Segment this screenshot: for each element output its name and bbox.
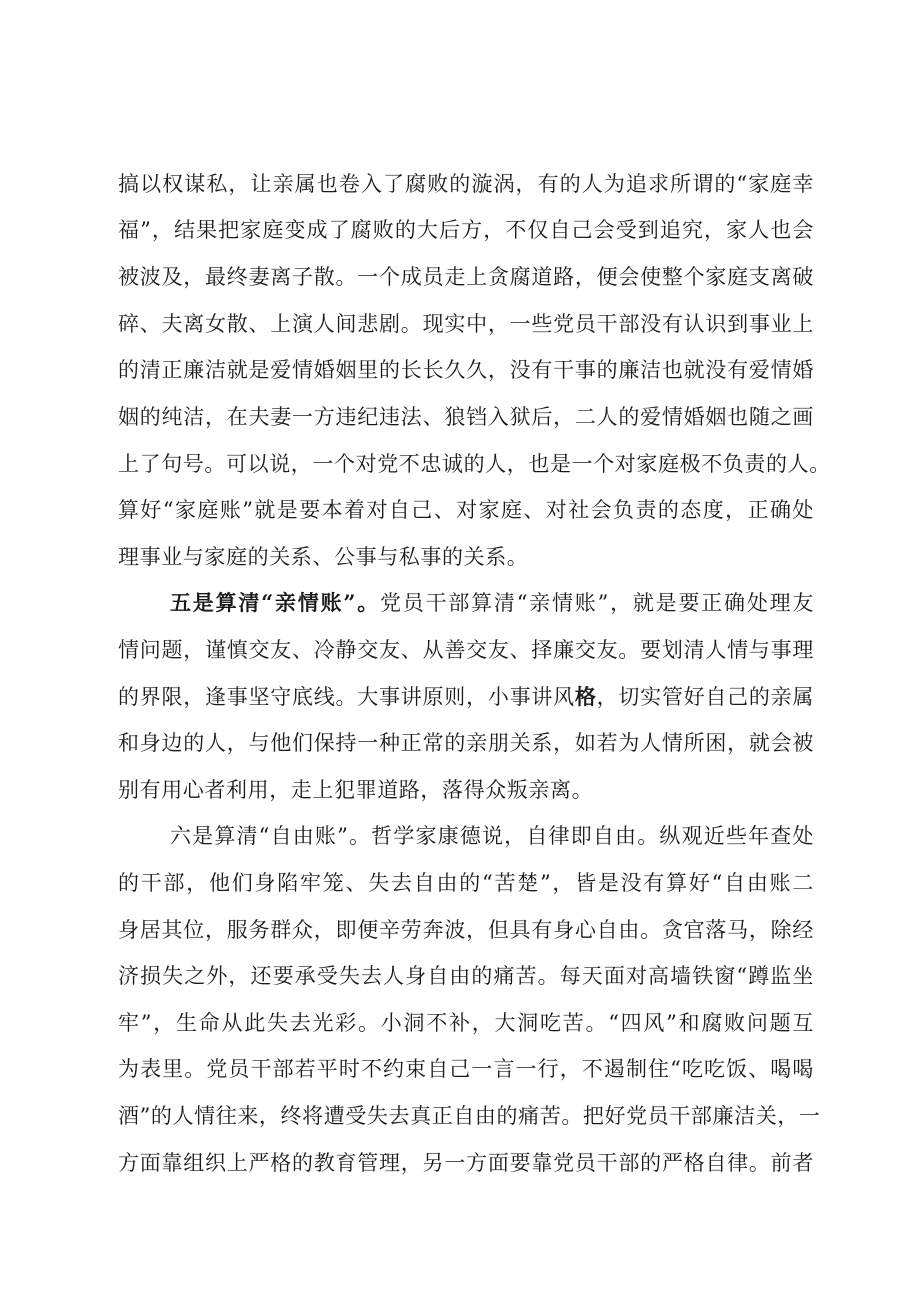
text-line: 碎、夫离女散、上演人间悲剧。现实中，一些党员干部没有认识到事业上: [118, 312, 814, 336]
text-line: [170, 583, 814, 623]
text-line: 六是算清“自由账”。哲学家康德说，自律即自由。纵观近些年查处: [170, 824, 814, 848]
text-line: 的干部，他们身陷牢笼、失去自由的“苦楚”，皆是没有算好“自由账二: [118, 871, 814, 895]
text-line: 方面靠组织上严格的教育管理，另一方面要靠党员干部的严格自律。前者: [118, 1151, 814, 1175]
text-line: 和身边的人，与他们保持一种正常的亲朋关系，如若为人情所困，就会被: [118, 731, 814, 755]
text-line: 姻的纯洁，在夫妻一方违纪违法、狼铛入狱后，二人的爱情婚姻也随之画: [118, 405, 814, 429]
text-line: [118, 677, 814, 717]
text-line: 为表里。党员干部若平时不约束自己一言一行，不遏制住“吃吃饭、喝喝: [118, 1057, 814, 1081]
text-span: 的界限，逢事坚守底线。大事讲原则，小事讲风: [118, 685, 575, 709]
text-line: 被波及，最终妻离子散。一个成员走上贪腐道路，便会使整个家庭支离破: [118, 265, 814, 289]
text-line: 理事业与家庭的关系、公事与私事的关系。: [118, 545, 529, 569]
bold-character: 格: [574, 684, 597, 709]
text-line: 情问题，谨慎交友、冷静交友、从善交友、择廉交友。要划清人情与事理: [118, 638, 814, 662]
text-span: ，切实管好自己的亲属: [596, 685, 814, 709]
text-line: 的清正廉洁就是爱情婚姻里的长长久久，没有干事的廉洁也就没有爱情婚: [118, 358, 814, 382]
text-line: 搞以权谋私，让亲属也卷入了腐败的漩涡，有的人为追求所谓的“家庭幸: [118, 172, 814, 196]
text-span: 党员干部算清“亲情账”，就是要正确处理友: [380, 591, 814, 615]
text-line: 算好“家庭账”就是要本着对自己、对家庭、对社会负责的态度，正确处: [118, 498, 814, 522]
text-line: 济损失之外，还要承受失去人身自由的痛苦。每天面对高墙铁窗“蹲监坐: [118, 964, 814, 988]
section-heading: 五是算清“亲情账”。: [170, 590, 381, 615]
text-line: 福”，结果把家庭变成了腐败的大后方，不仅自己会受到追究，家人也会: [118, 218, 814, 242]
text-line: 牢”，生命从此失去光彩。小洞不补，大洞吃苦。“四风”和腐败问题互: [118, 1011, 814, 1035]
text-line: 酒”的人情往来，终将遭受失去真正自由的痛苦。把好党员干部廉洁关，一: [118, 1104, 821, 1128]
text-line: 身居其位，服务群众，即便辛劳奔波，但具有身心自由。贪官落马，除经: [118, 918, 814, 942]
text-line: 别有用心者利用，走上犯罪道路，落得众叛亲离。: [118, 778, 594, 802]
text-line: 上了句号。可以说，一个对党不忠诚的人，也是一个对家庭极不负责的人。: [118, 452, 831, 476]
